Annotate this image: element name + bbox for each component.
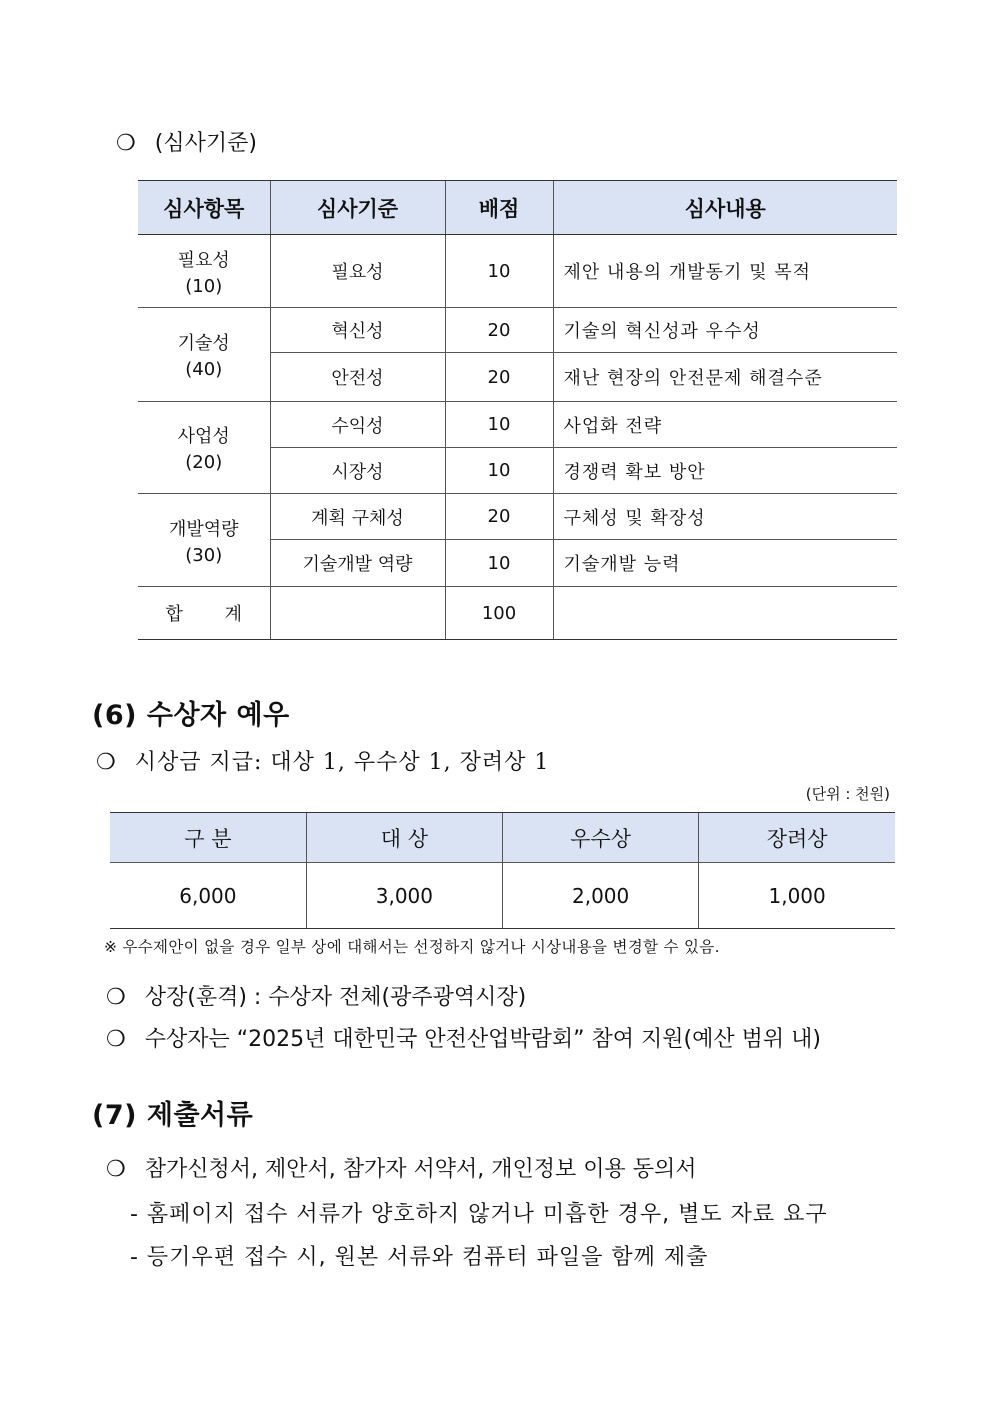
bullet-text: 상장(훈격) : 수상자 전체(광주광역시장) — [144, 985, 527, 1010]
sub-item: - 홈페이지 접수 서류가 양호하지 않거나 미흡한 경우, 별도 자료 요구 — [130, 1202, 828, 1227]
bullet-text: 수상자는 “2025년 대한민국 안전산업박람회” 참여 지원(예산 범위 내) — [144, 1027, 821, 1052]
table-header-row — [138, 181, 897, 235]
item-label: 개발역량 — [168, 518, 239, 540]
score-cell: 20 — [445, 353, 553, 402]
item-label: 사업성 — [177, 426, 230, 447]
award-value-total: 6,000 — [110, 863, 306, 929]
criterion-cell: 혁신성 — [270, 308, 445, 353]
score-cell: 10 — [445, 540, 553, 587]
criteria-table — [138, 180, 897, 640]
unit-note: (단위 : 천원) — [805, 785, 890, 803]
sub-item: - 등기우편 접수 시, 원본 서류와 컴퓨터 파일을 함께 제출 — [130, 1245, 709, 1270]
award-header-excellence: 우수상 — [503, 813, 699, 863]
total-label: 합 계 — [138, 587, 270, 640]
total-content-cell — [553, 587, 897, 640]
table-row — [138, 308, 897, 353]
item-cell — [138, 235, 270, 308]
header-criterion: 심사기준 — [270, 181, 445, 235]
table-row — [138, 494, 897, 540]
content-cell: 제안 내용의 개발동기 및 목적 — [553, 235, 897, 308]
award-header-row — [110, 813, 895, 863]
item-cell — [138, 494, 270, 587]
award-value-encouragement: 1,000 — [699, 863, 895, 929]
circle-bullet-icon: ❍ — [96, 750, 116, 775]
criteria-title: (심사기준) — [154, 131, 257, 156]
award-value-grand: 3,000 — [306, 863, 502, 929]
header-item: 심사항목 — [138, 181, 270, 235]
award-header-encouragement: 장려상 — [699, 813, 895, 863]
score-cell: 10 — [445, 402, 553, 448]
score-cell: 10 — [445, 448, 553, 494]
header-score: 배점 — [445, 181, 553, 235]
item-cell — [138, 308, 270, 402]
item-label: 필요성 — [177, 249, 230, 271]
item-cell — [138, 402, 270, 494]
score-cell: 20 — [445, 494, 553, 540]
header-content: 심사내용 — [553, 181, 897, 235]
footnote: ※ 우수제안이 없을 경우 일부 상에 대해서는 선정하지 않거나 시상내용을 변경할 수 있음. — [104, 938, 720, 956]
table-row — [138, 402, 897, 448]
item-points: (10) — [185, 275, 223, 297]
total-row — [138, 587, 897, 640]
content-cell: 경쟁력 확보 방안 — [553, 448, 897, 494]
prize-text: 시상금 지급: 대상 1, 우수상 1, 장려상 1 — [134, 750, 550, 775]
circle-bullet-icon: ❍ — [106, 1157, 126, 1182]
content-cell: 구체성 및 확장성 — [553, 494, 897, 540]
criterion-cell: 안전성 — [270, 353, 445, 402]
criterion-cell: 수익성 — [270, 402, 445, 448]
section6-heading: (6) 수상자 예우 — [92, 700, 290, 731]
total-score: 100 — [445, 587, 553, 640]
content-cell: 기술개발 능력 — [553, 540, 897, 587]
circle-bullet-icon: ❍ — [106, 985, 126, 1010]
content-cell: 기술의 혁신성과 우수성 — [553, 308, 897, 353]
item-points: (20) — [185, 452, 223, 473]
table-row — [138, 235, 897, 308]
circle-bullet-icon: ❍ — [116, 131, 136, 156]
bullet-text: 참가신청서, 제안서, 참가자 서약서, 개인정보 이용 동의서 — [144, 1157, 697, 1182]
item-label: 기술성 — [177, 333, 230, 354]
item-points: (30) — [185, 544, 223, 566]
criterion-cell: 계획 구체성 — [270, 494, 445, 540]
award-values-row — [110, 863, 895, 929]
award-header-grand: 대 상 — [306, 813, 502, 863]
prize-line — [96, 745, 549, 776]
score-cell: 20 — [445, 308, 553, 353]
criterion-cell: 필요성 — [270, 235, 445, 308]
award-header-category: 구 분 — [110, 813, 306, 863]
award-value-excellence: 2,000 — [503, 863, 699, 929]
content-cell: 사업화 전략 — [553, 402, 897, 448]
criteria-heading — [116, 126, 257, 157]
content-cell: 재난 현장의 안전문제 해결수준 — [553, 353, 897, 402]
bullet-item — [106, 1152, 696, 1183]
bullet-item — [106, 980, 526, 1011]
award-table — [110, 812, 895, 929]
circle-bullet-icon: ❍ — [106, 1027, 126, 1052]
section7-heading: (7) 제출서류 — [92, 1100, 254, 1131]
bullet-item — [106, 1022, 821, 1053]
criterion-cell: 시장성 — [270, 448, 445, 494]
item-points: (40) — [185, 359, 223, 380]
criterion-cell: 기술개발 역량 — [270, 540, 445, 587]
score-cell: 10 — [445, 235, 553, 308]
total-criterion-cell — [270, 587, 445, 640]
